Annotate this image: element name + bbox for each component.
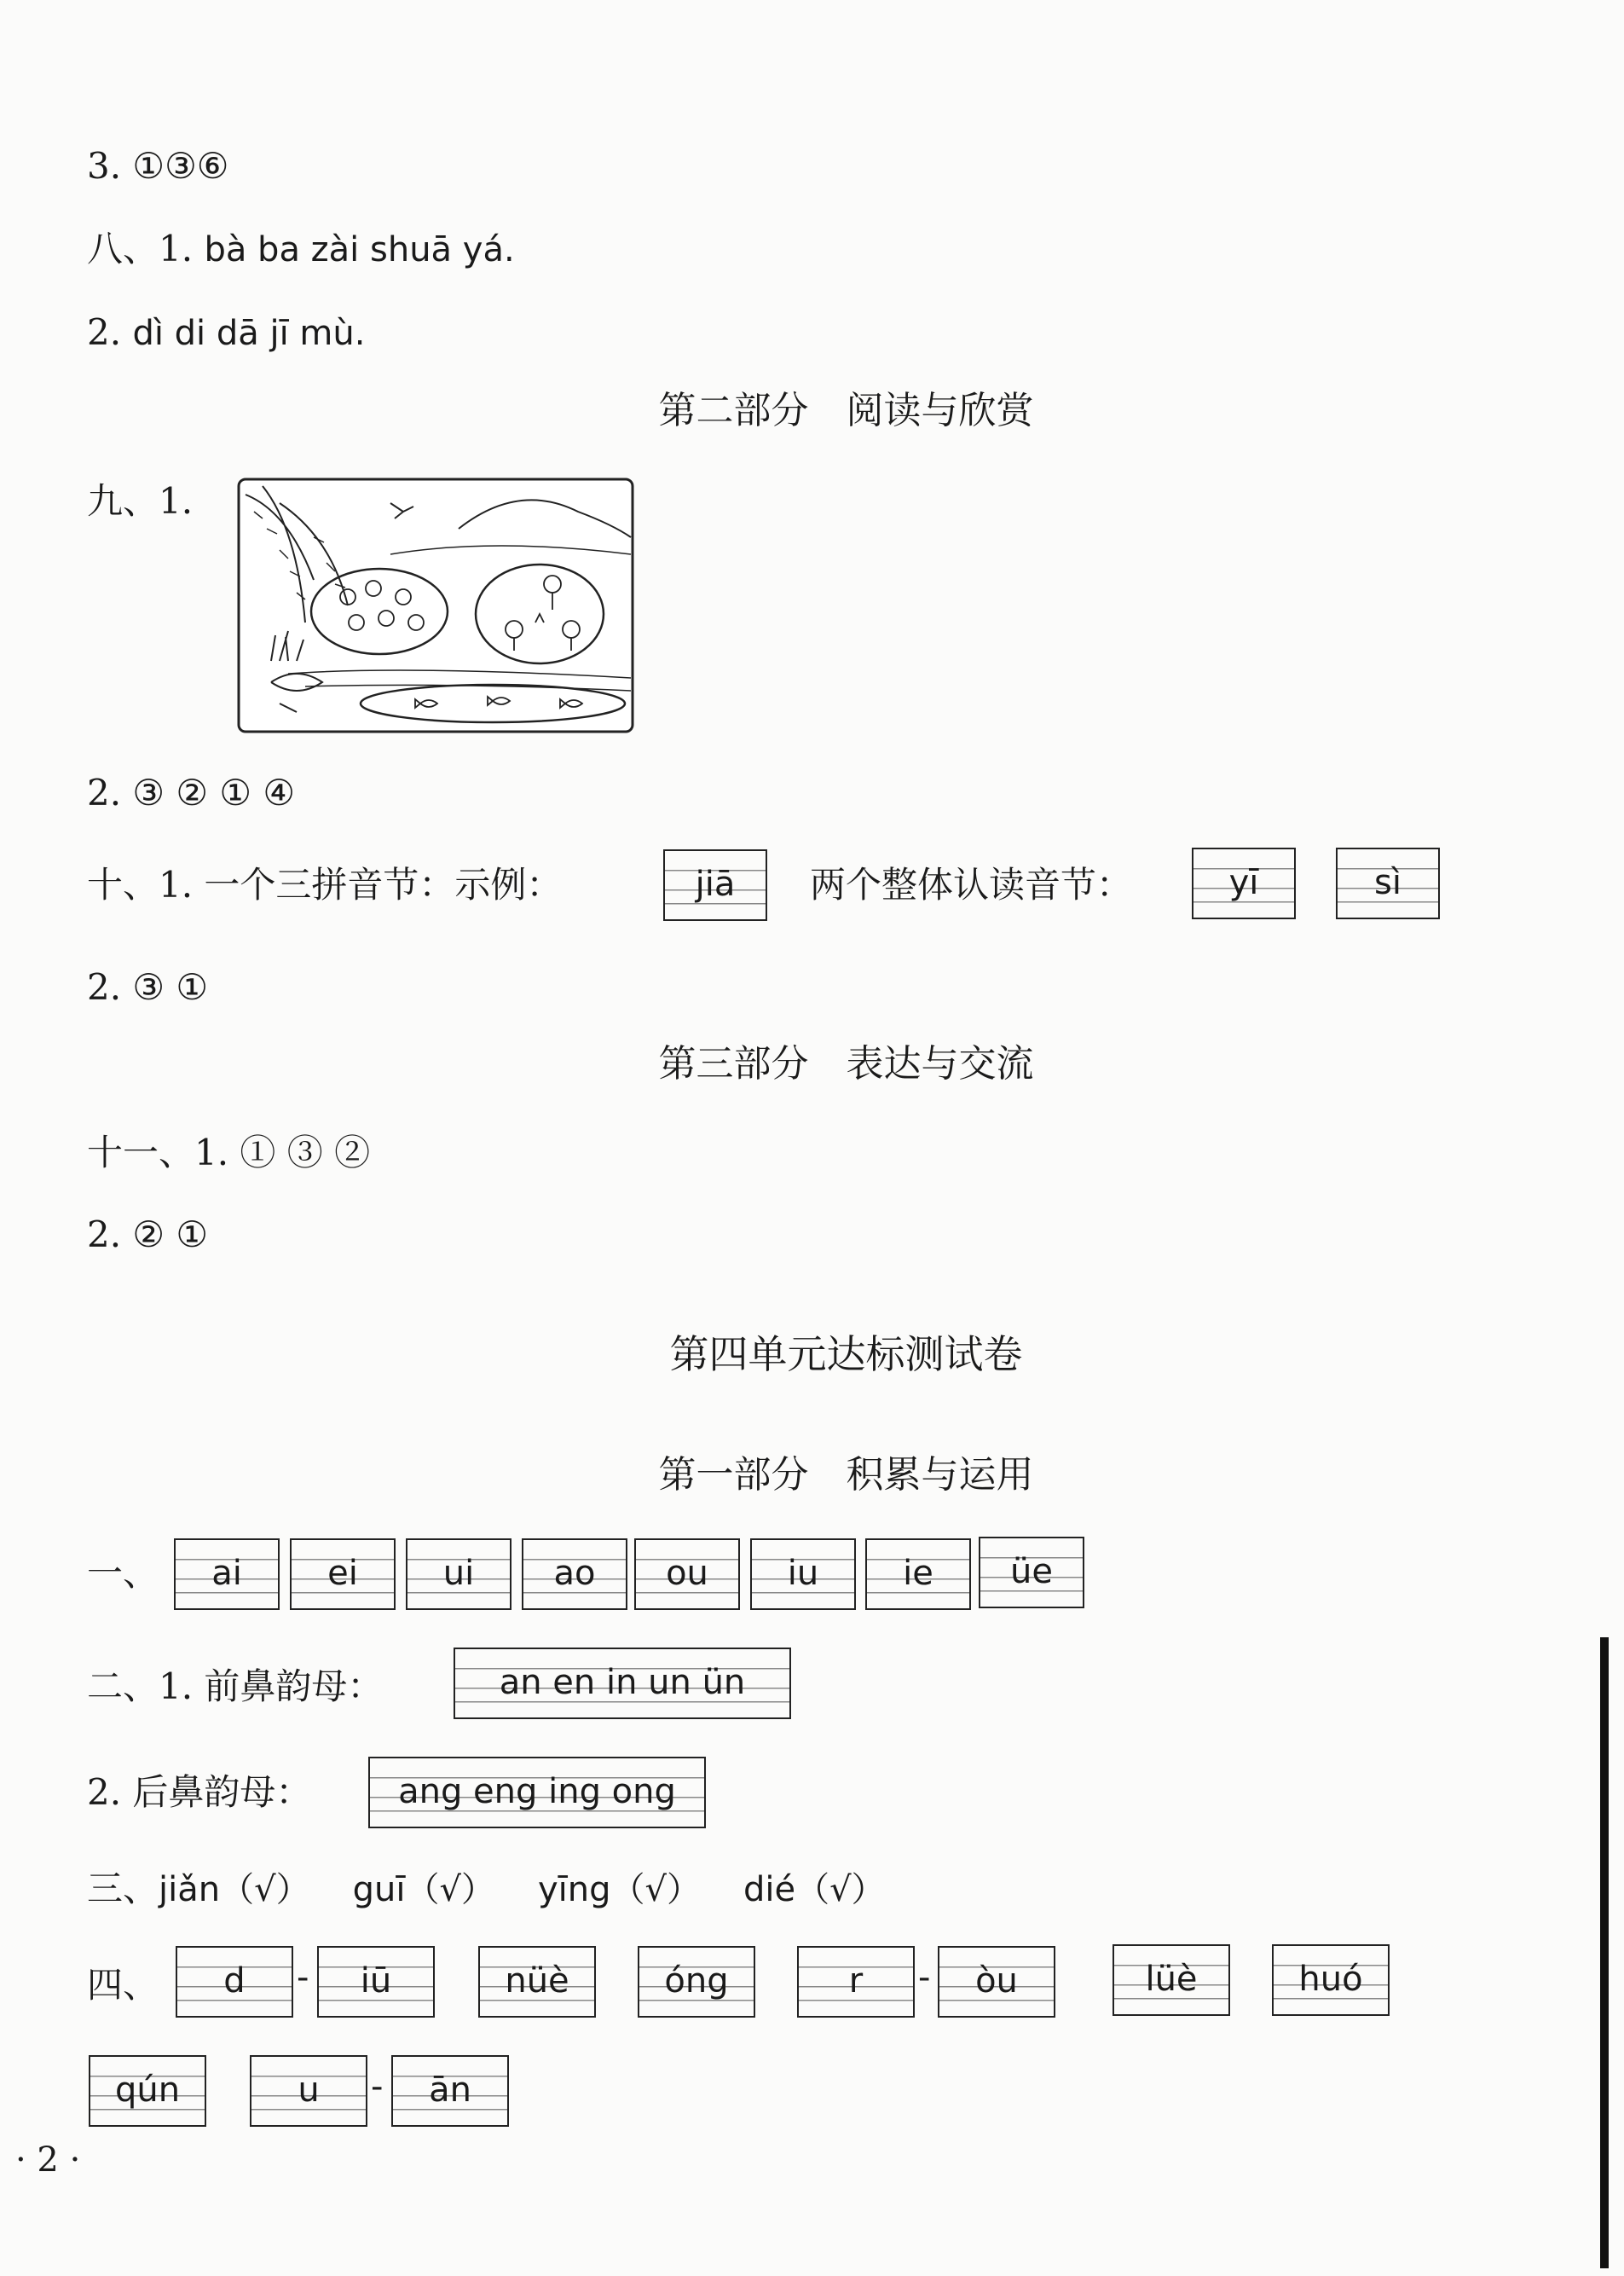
unit-title: 第四单元达标测试卷 xyxy=(669,1331,1023,1377)
pinyin-check: guī（√） xyxy=(352,1870,495,1909)
pinyin-box: òu xyxy=(938,1946,1055,2018)
label: 八、1. xyxy=(87,228,205,269)
pinyin-box: jiā xyxy=(663,849,767,921)
pinyin-box: an en in un ün xyxy=(454,1648,791,1719)
pinyin-box: óng xyxy=(638,1946,755,2018)
pinyin-box: ui xyxy=(406,1538,511,1610)
pinyin-box: u xyxy=(250,2055,367,2127)
pinyin-box: lüè xyxy=(1113,1944,1230,2016)
answer-line: 3. ①③⑥ xyxy=(87,145,229,187)
pinyin-text: bà ba zài shuā yá. xyxy=(204,230,515,269)
pinyin-box: nüè xyxy=(478,1946,596,2018)
pinyin-check: yīng（√） xyxy=(537,1870,701,1909)
pinyin-box: d xyxy=(176,1946,293,2018)
pinyin-box: qún xyxy=(89,2055,206,2127)
answer-line: 九、1. xyxy=(87,480,194,522)
pinyin-box: yī xyxy=(1192,848,1296,919)
dash: - xyxy=(297,1958,309,1997)
label: 2. xyxy=(87,311,133,353)
pinyin-box: iū xyxy=(317,1946,435,2018)
label: 一、 xyxy=(87,1552,159,1594)
dash: - xyxy=(371,2067,384,2106)
pinyin-box: ān xyxy=(391,2055,509,2127)
pinyin-box: ang eng ing ong xyxy=(368,1757,706,1828)
answer-line xyxy=(87,1863,886,1915)
pinyin-box: üe xyxy=(979,1537,1084,1608)
dash: - xyxy=(918,1958,931,1997)
answer-line: 十一、1. ① ③ ② xyxy=(87,1132,371,1173)
answer-line: 2. ③ ② ① ④ xyxy=(87,772,296,814)
pinyin-box: r xyxy=(797,1946,915,2018)
pinyin-text: dì di dā jī mù. xyxy=(132,314,366,353)
page-edge-line xyxy=(1600,1637,1609,2268)
pinyin-check: dié（√） xyxy=(743,1870,886,1909)
label: 四、 xyxy=(87,1964,159,2006)
pinyin-check: jiǎn（√） xyxy=(159,1870,310,1909)
label: 十、1. 一个三拼音节：示例： xyxy=(87,864,563,906)
section-heading: 第三部分 表达与交流 xyxy=(658,1042,1034,1086)
pinyin-box: ei xyxy=(290,1538,396,1610)
label: 2. 后鼻韵母： xyxy=(87,1771,312,1813)
pond-scene-illustration xyxy=(237,478,634,733)
section-heading: 第一部分 积累与运用 xyxy=(658,1453,1034,1497)
label: 三、 xyxy=(87,1868,159,1909)
section-heading: 第二部分 阅读与欣赏 xyxy=(658,389,1034,432)
label: 二、1. 前鼻韵母： xyxy=(87,1665,384,1707)
pinyin-box: iu xyxy=(750,1538,856,1610)
pinyin-box: ao xyxy=(522,1538,627,1610)
pinyin-box: ai xyxy=(174,1538,280,1610)
answer-line xyxy=(87,307,365,359)
answer-line: 2. ③ ① xyxy=(87,966,209,1008)
page-number: · 2 · xyxy=(15,2140,81,2180)
pinyin-box: huó xyxy=(1272,1944,1390,2016)
answer-line: 2. ② ① xyxy=(87,1213,209,1255)
pinyin-box: ie xyxy=(865,1538,971,1610)
pinyin-box: sì xyxy=(1336,848,1440,919)
answer-line xyxy=(87,860,562,911)
label: 两个整体认读音节： xyxy=(810,864,1133,906)
answer-line xyxy=(87,223,515,275)
pinyin-box: ou xyxy=(634,1538,740,1610)
